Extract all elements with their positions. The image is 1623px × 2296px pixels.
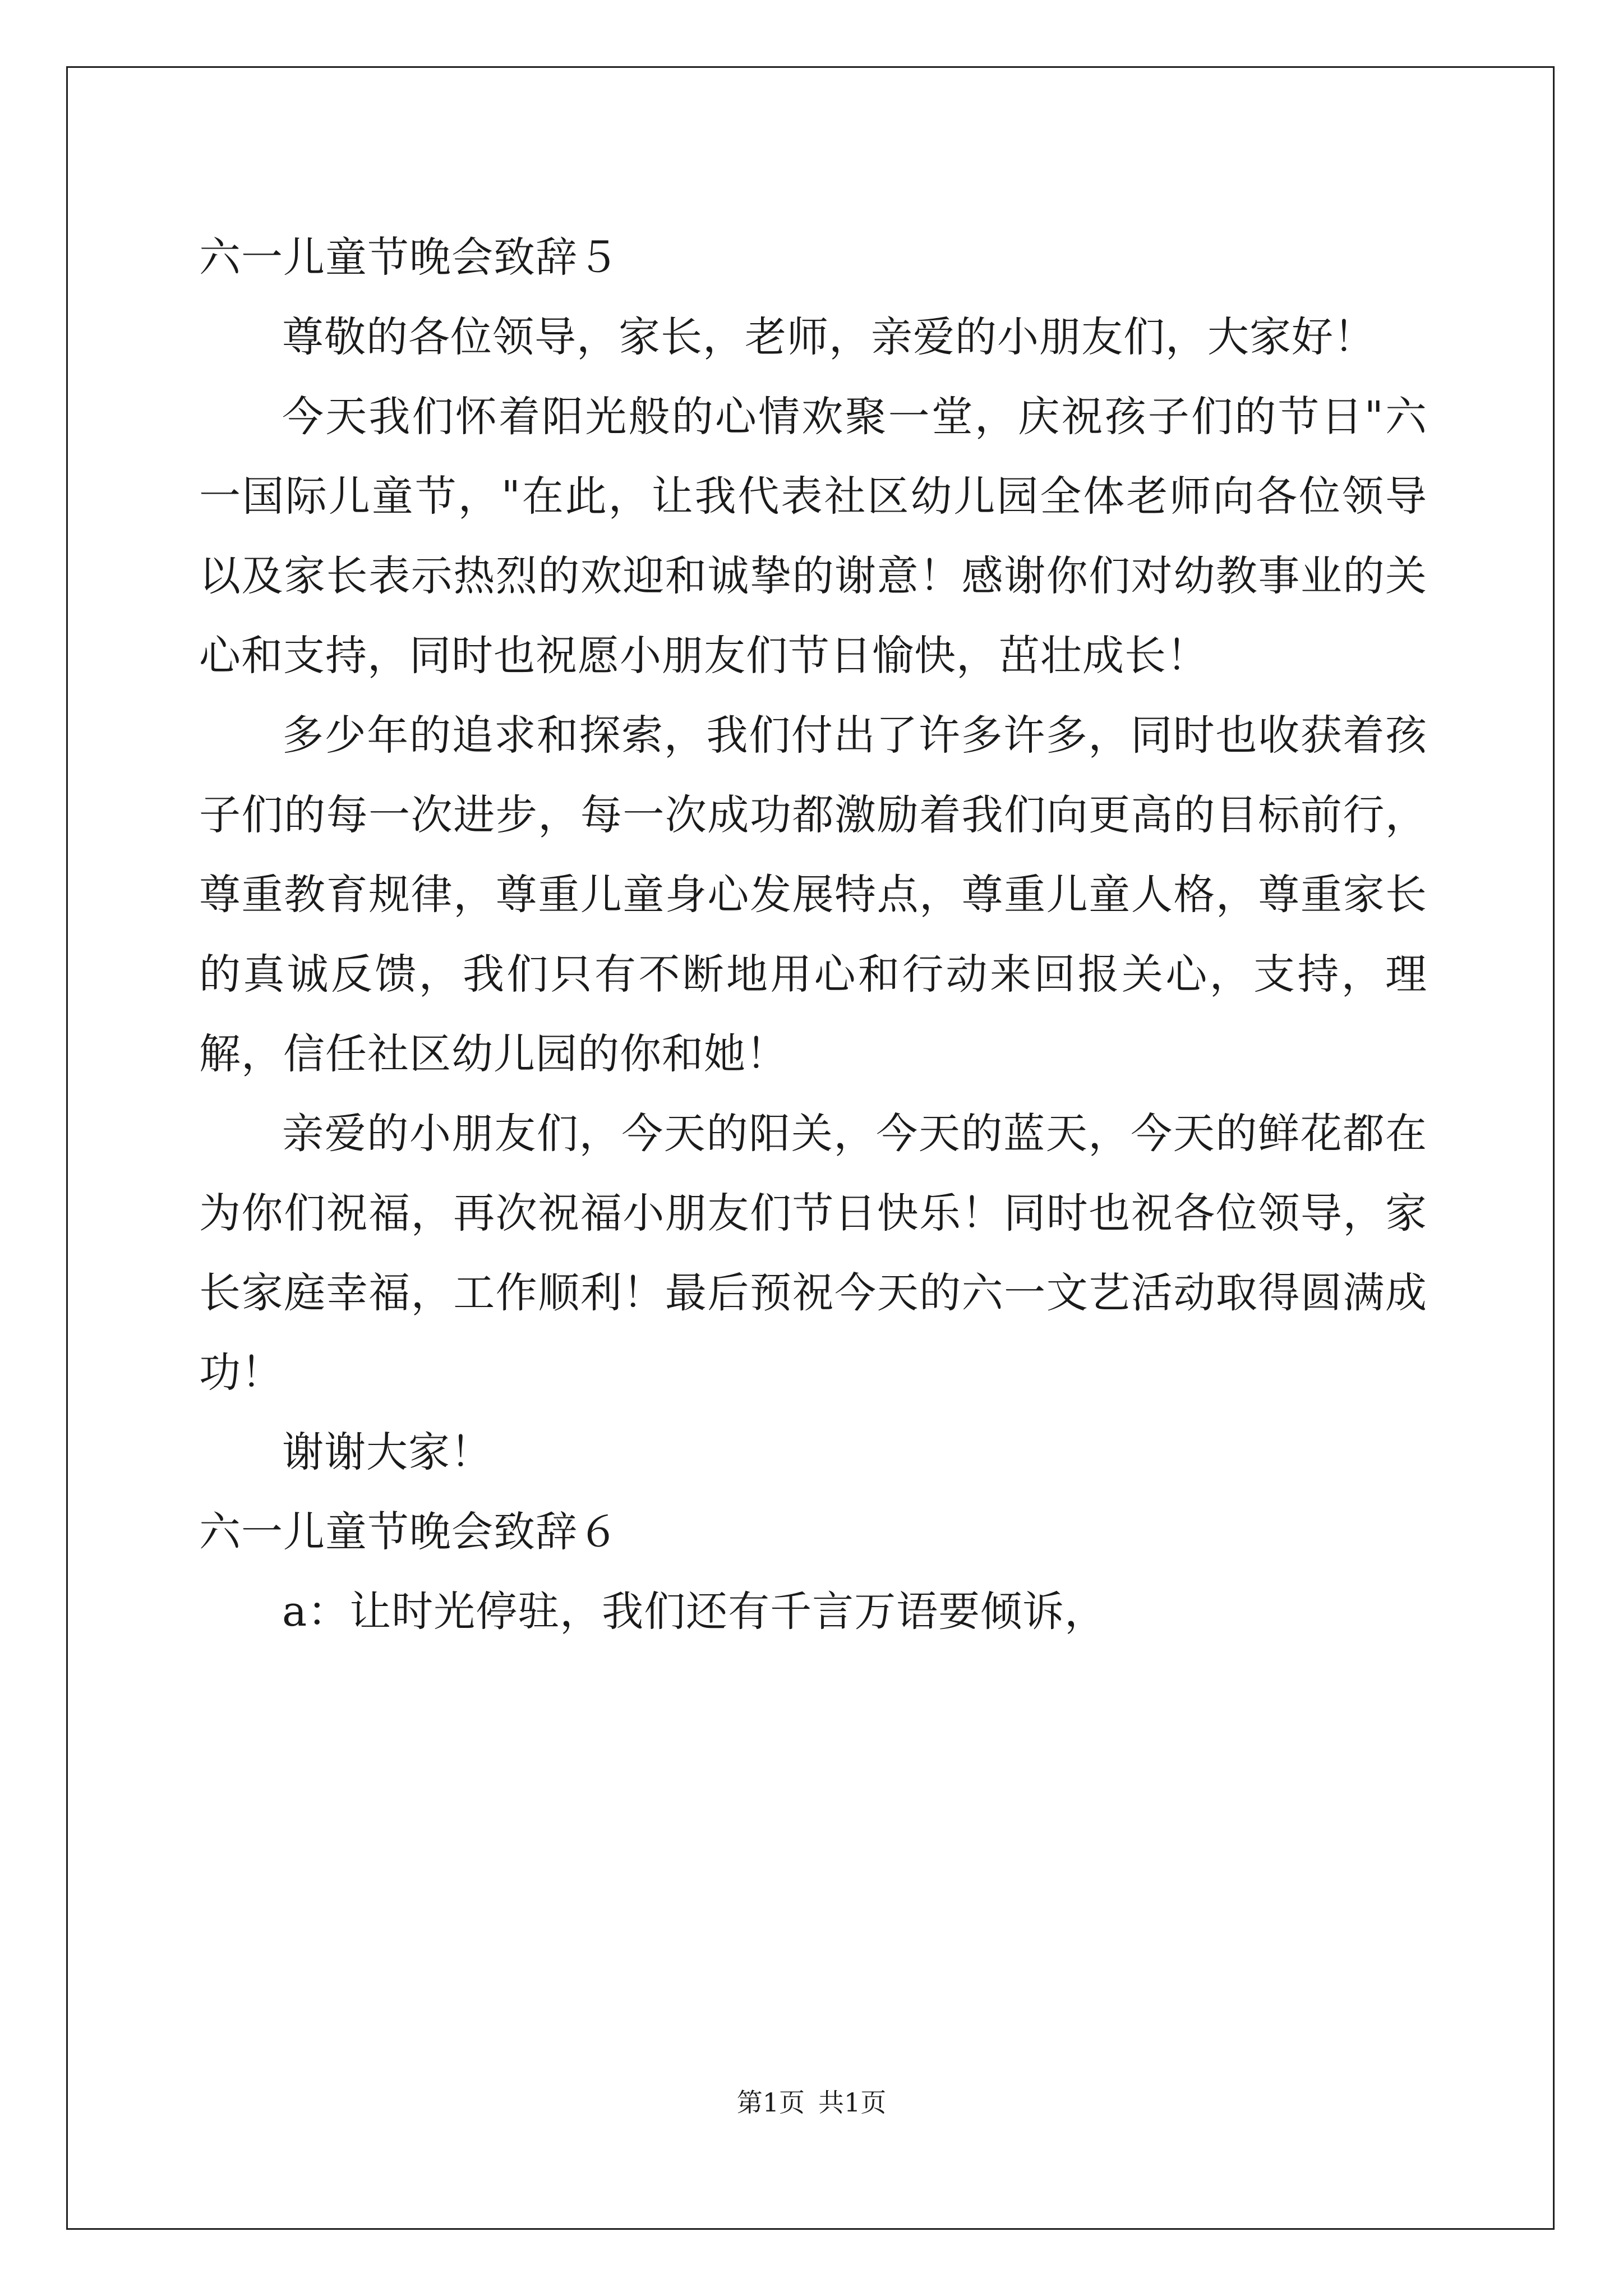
paragraph: 今天我们怀着阳光般的心情欢聚一堂，庆祝孩子们的节日"六一国际儿童节，"在此，让我代表社区幼儿园全体老师向各位领导以及家长表示热烈的欢迎和诚挚的谢意！感谢你们对幼教事业的关心和支持，同时也祝愿小朋友们节日愉快，茁壮成长！ xyxy=(199,393,1427,680)
paragraph: 多少年的追求和探索，我们付出了许多许多，同时也收获着孩子们的每一次进步，每一次成功都激励着我们向更高的目标前行，尊重教育规律，尊重儿童身心发展特点，尊重儿童人格，尊重家长的真诚反馈，我们只有不断地用心和行动来回报关心，支持，理解，信任社区幼儿园的你和她！ xyxy=(199,711,1427,1078)
section-title: 六一儿童节晚会致辞５ xyxy=(199,233,620,282)
paragraph: 谢谢大家！ xyxy=(282,1428,492,1476)
page-total: 共1页 xyxy=(818,2087,887,2118)
paragraph: 尊敬的各位领导，家长，老师，亲爱的小朋友们，大家好！ xyxy=(282,313,1376,361)
page-footer xyxy=(0,2086,1623,2119)
document-body xyxy=(199,218,1427,1651)
paragraph: a：让时光停驻，我们还有千言万语要倾诉， xyxy=(282,1588,1107,1636)
paragraph: 亲爱的小朋友们，今天的阳关，今天的蓝天，今天的鲜花都在为你们祝福，再次祝福小朋友们节日快乐！同时也祝各位领导，家长家庭幸福，工作顺利！最后预祝今天的六一文艺活动取得圆满成功！ xyxy=(199,1110,1427,1397)
section-title: 六一儿童节晚会致辞６ xyxy=(199,1508,620,1556)
page-number: 第1页 xyxy=(736,2087,805,2118)
